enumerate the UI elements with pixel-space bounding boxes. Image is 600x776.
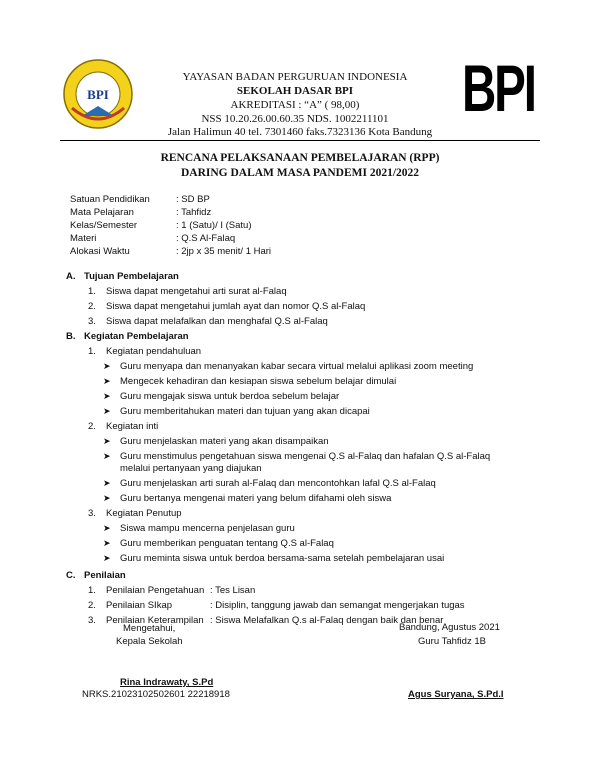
list-number: 3. (88, 508, 96, 519)
list-number: 2. (88, 301, 96, 312)
list-number: 3. (88, 316, 96, 327)
doc-title-line2: DARING DALAM MASA PANDEMI 2021/2022 (180, 167, 420, 179)
list-number: 2. (88, 421, 96, 432)
sub-heading: Kegiatan Penutup (106, 508, 182, 519)
school-name: SEKOLAH DASAR BPI (236, 85, 354, 97)
principal-name: Rina Indrawaty, S.Pd (120, 677, 214, 688)
assessment-label: Penilaian Keterampilan (106, 615, 204, 626)
list-number: 1. (88, 286, 96, 297)
list-item-continuation: melalui pertanyaan yang diajukan (120, 463, 262, 474)
arrow-bullet-icon: ➤ (103, 538, 111, 548)
identity-label: Satuan Pendidikan (70, 194, 150, 205)
signature-right-line2: Guru Tahfidz 1B (418, 636, 486, 647)
arrow-bullet-icon: ➤ (103, 478, 111, 488)
arrow-bullet-icon: ➤ (103, 406, 111, 416)
identity-value: : Q.S Al-Falaq (176, 233, 236, 244)
assessment-label: Penilaian SIkap (106, 600, 173, 611)
identity-label: Alokasi Waktu (70, 246, 130, 257)
list-item: Guru menyapa dan menanyakan kabar secara virtual melalui aplikasi zoom meeting (120, 361, 474, 372)
signature-right-line1: Bandung, Agustus 2021 (399, 622, 500, 633)
list-item: Guru menjelaskan materi yang akan disampaikan (120, 436, 329, 447)
sub-heading: Kegiatan pendahuluan (106, 346, 202, 357)
list-item: Guru menjelaskan arti surah al-Falaq dan mencontohkan lafal Q.S al-Falaq (120, 478, 436, 489)
list-item: Siswa mampu mencerna penjelasan guru (120, 523, 295, 534)
list-item: Guru memberikan penguatan tentang Q.S al-Falaq (120, 538, 334, 549)
list-item: Siswa dapat melafalkan dan menghafal Q.S al-Falaq (106, 316, 328, 327)
teacher-name: Agus Suryana, S.Pd.I (408, 689, 504, 700)
list-item: Siswa dapat mengetahui jumlah ayat dan nomor Q.S al-Falaq (106, 301, 366, 312)
sub-heading: Kegiatan inti (106, 421, 159, 432)
signature-left-line1: Mengetahui, (123, 623, 176, 634)
logo-text: BPI (87, 87, 109, 102)
arrow-bullet-icon: ➤ (103, 451, 111, 461)
arrow-bullet-icon: ➤ (103, 523, 111, 533)
bpi-mark: BPI (462, 51, 535, 125)
list-item: Mengecek kehadiran dan kesiapan siswa sebelum belajar dimulai (120, 376, 397, 387)
section-b-letter: B. (66, 331, 76, 342)
assessment-label: Penilaian Pengetahuan (106, 585, 205, 596)
identity-label: Kelas/Semester (70, 220, 138, 231)
list-number: 2. (88, 600, 96, 611)
section-c-letter: C. (66, 570, 76, 581)
identity-label: Materi (70, 233, 97, 244)
section-c-heading: Penilaian (84, 570, 126, 581)
section-b-heading: Kegiatan Pembelajaran (84, 331, 189, 342)
list-item: Guru menstimulus pengetahuan siswa mengenai Q.S al-Falaq dan hafalan Q.S al-Falaq (120, 451, 491, 462)
section-a-heading: Tujuan Pembelajaran (84, 271, 179, 282)
identity-value: : Tahfidz (176, 207, 212, 218)
list-item: Guru mengajak siswa untuk berdoa sebelum belajar (120, 391, 340, 402)
school-logo (62, 58, 134, 130)
accreditation: AKREDITASI : “A” ( 98,00) (230, 99, 360, 111)
arrow-bullet-icon: ➤ (103, 361, 111, 371)
arrow-bullet-icon: ➤ (103, 436, 111, 446)
identity-value: : 1 (Satu)/ I (Satu) (176, 220, 252, 231)
identity-label: Mata Pelajaran (70, 207, 134, 218)
list-item: Guru bertanya mengenai materi yang belum difahami oleh siswa (120, 493, 392, 504)
list-number: 1. (88, 585, 96, 596)
principal-id: NRKS.21023102502601 22218918 (82, 689, 230, 700)
school-ids: NSS 10.20.26.00.60.35 NDS. 1002211101 (201, 113, 389, 125)
section-a-letter: A. (66, 271, 76, 282)
list-item: Guru meminta siswa untuk berdoa bersama-sama setelah pembelajaran usai (120, 553, 445, 564)
school-address: Jalan Halimun 40 tel. 7301460 faks.7323136 Kota Bandung (167, 126, 433, 138)
arrow-bullet-icon: ➤ (103, 493, 111, 503)
arrow-bullet-icon: ➤ (103, 376, 111, 386)
identity-value: : SD BP (176, 194, 210, 205)
assessment-value: : Siswa Melafalkan Q.s al-Falaq dengan baik dan benar (210, 615, 444, 626)
identity-value: : 2jp x 35 menit/ 1 Hari (176, 246, 272, 257)
list-item: Guru memberitahukan materi dan tujuan yang akan dicapai (120, 406, 370, 417)
doc-title-line1: RENCANA PELAKSANAAN PEMBELAJARAN (RPP) (160, 152, 440, 164)
header-divider (60, 140, 540, 141)
assessment-value: : Disiplin, tanggung jawab dan semangat mengerjakan tugas (210, 600, 465, 611)
assessment-value: : Tes Lisan (210, 585, 256, 596)
signature-left-line2: Kepala Sekolah (116, 636, 183, 647)
list-number: 1. (88, 346, 96, 357)
arrow-bullet-icon: ➤ (103, 391, 111, 401)
list-number: 3. (88, 615, 96, 626)
list-item: Siswa dapat mengetahui arti surat al-Falaq (106, 286, 287, 297)
arrow-bullet-icon: ➤ (103, 553, 111, 563)
foundation-name: YAYASAN BADAN PERGURUAN INDONESIA (182, 71, 408, 83)
